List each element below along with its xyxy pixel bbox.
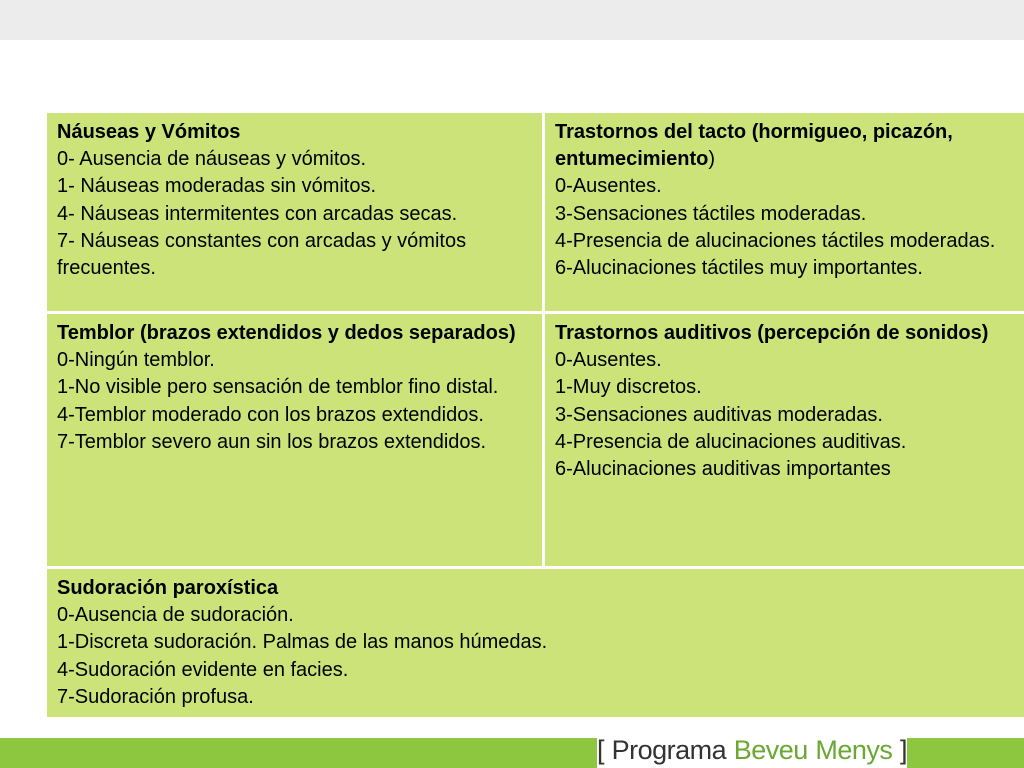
cell-sweating bbox=[46, 568, 1024, 719]
cell-title: Náuseas y Vómitos bbox=[57, 121, 241, 143]
list-item: 4-Presencia de alucinaciones auditivas. bbox=[555, 430, 907, 453]
brand-word-beveu: Beveu bbox=[733, 734, 808, 765]
list-item: 7- Náuseas constantes con arcadas y vómitos frecuentes. bbox=[57, 229, 467, 280]
list-item: 1-No visible pero sensación de temblor fino distal. bbox=[57, 376, 499, 399]
cell-title: Temblor (brazos extendidos y dedos separados) bbox=[57, 322, 516, 344]
list-item: 7-Sudoración profusa. bbox=[57, 685, 254, 708]
table-row bbox=[46, 313, 1024, 568]
cell-title: Trastornos auditivos (percepción de sonidos) bbox=[555, 322, 989, 344]
brand-logo bbox=[597, 732, 907, 768]
list-item: 3-Sensaciones auditivas moderadas. bbox=[555, 403, 883, 426]
withdrawal-scale-table bbox=[44, 110, 1024, 720]
list-item: 0-Ningún temblor. bbox=[57, 349, 215, 372]
list-item: 7-Temblor severo aun sin los brazos extendidos. bbox=[57, 430, 487, 453]
list-item: 1- Náuseas moderadas sin vómitos. bbox=[57, 175, 377, 198]
cell-title: Trastornos del tacto (hormigueo, picazón, entumecimiento bbox=[555, 121, 953, 171]
list-item: 1-Muy discretos. bbox=[555, 376, 702, 399]
brand-bracket-open: [ bbox=[597, 734, 605, 765]
list-item: 4-Presencia de alucinaciones táctiles moderadas. bbox=[555, 229, 996, 252]
list-item: 4-Temblor moderado con los brazos extendidos. bbox=[57, 403, 484, 426]
cell-tactile bbox=[544, 112, 1024, 313]
cell-tremor bbox=[46, 313, 544, 568]
cell-title: Sudoración paroxística bbox=[57, 577, 279, 599]
cell-auditory bbox=[544, 313, 1024, 568]
table-row bbox=[46, 112, 1024, 313]
list-item: 6-Alucinaciones auditivas importantes bbox=[555, 458, 891, 481]
list-item: 4-Sudoración evidente en facies. bbox=[57, 658, 349, 681]
list-item: 0-Ausentes. bbox=[555, 175, 662, 198]
list-item: 1-Discreta sudoración. Palmas de las manos húmedas. bbox=[57, 631, 548, 654]
list-item: 6-Alucinaciones táctiles muy importantes. bbox=[555, 257, 923, 280]
top-band bbox=[0, 0, 1024, 40]
list-item: 0-Ausencia de sudoración. bbox=[57, 604, 294, 627]
brand-word-programa: Programa bbox=[611, 734, 727, 765]
list-item: 0- Ausencia de náuseas y vómitos. bbox=[57, 148, 367, 171]
brand-bracket-close: ] bbox=[899, 734, 907, 765]
brand-word-menys: Menys bbox=[815, 734, 893, 765]
list-item: 0-Ausentes. bbox=[555, 349, 662, 372]
cell-nausea bbox=[46, 112, 544, 313]
list-item: 4- Náuseas intermitentes con arcadas secas. bbox=[57, 202, 458, 225]
table-row bbox=[46, 568, 1024, 719]
list-item: 3-Sensaciones táctiles moderadas. bbox=[555, 202, 867, 225]
cell-title-suffix: ) bbox=[708, 148, 716, 171]
